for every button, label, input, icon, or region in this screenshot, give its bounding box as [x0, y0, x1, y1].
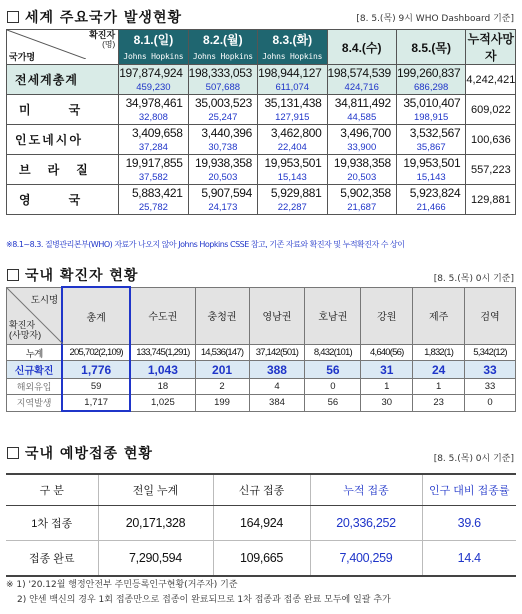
- corner-top: 확진자: [89, 30, 116, 40]
- vaccine-row-label: 1차 접종: [6, 506, 98, 541]
- new-cases-cell: 20,503: [327, 171, 396, 185]
- cumulative-cell: 205,702(2,109): [62, 345, 130, 361]
- imported-cell: 2: [195, 379, 249, 395]
- new-cases-cell: 15,143: [258, 171, 327, 185]
- cumulative-cell: 37,142(501): [249, 345, 305, 361]
- cases-cell: 3,440,396: [188, 125, 257, 142]
- local-cell: 384: [249, 395, 305, 412]
- corner-unit: (명): [102, 40, 116, 49]
- checkbox-square-icon: [7, 269, 19, 281]
- new-cases-cell: 15,143: [396, 171, 465, 185]
- imported-cell: 59: [62, 379, 130, 395]
- imported-cell: 4: [249, 379, 305, 395]
- corner-bottom: 국가명: [9, 52, 36, 62]
- new-cases-cell: 198,915: [396, 111, 465, 125]
- new-cases-cell: 35,867: [396, 141, 465, 155]
- vaccine-header: 구 분: [6, 474, 98, 506]
- vaccine-section-title: 국내 예방접종 현황: [7, 443, 153, 463]
- region-header: 영남권: [249, 287, 305, 345]
- cases-cell: 19,938,358: [327, 155, 396, 172]
- cases-cell: 5,929,881: [258, 185, 327, 202]
- cases-cell: 5,923,824: [396, 185, 465, 202]
- new-vacc-cell: 164,924: [213, 506, 310, 541]
- date-header: 8.4.(수): [327, 30, 396, 65]
- prev-total-cell: 7,290,594: [98, 541, 213, 577]
- cases-cell: 5,902,358: [327, 185, 396, 202]
- new-cases-cell: 44,585: [327, 111, 396, 125]
- new-cases-cell: 25,782: [119, 201, 188, 215]
- local-cell: 23: [413, 395, 465, 412]
- new-cases-cell: 459,230: [119, 81, 188, 95]
- cumulative-cell: 1,832(1): [413, 345, 465, 361]
- cumulative-cell: 133,745(1,291): [130, 345, 195, 361]
- cases-cell: 3,532,567: [396, 125, 465, 142]
- domestic-table: [6, 286, 516, 412]
- new-cases-cell: 37,284: [119, 141, 188, 155]
- imported-cell: 1: [413, 379, 465, 395]
- country-label: 미국: [7, 95, 119, 125]
- cases-cell: 34,978,461: [119, 95, 188, 112]
- new-cases-cell: 24,173: [188, 201, 257, 215]
- cases-cell: 198,333,053: [188, 65, 257, 82]
- new-cases-cell: 21,466: [396, 201, 465, 215]
- cases-cell: 198,944,127: [258, 65, 327, 82]
- checkbox-square-icon: [7, 447, 19, 459]
- new-vacc-cell: 109,665: [213, 541, 310, 577]
- date-header: 8.1.(일): [119, 30, 188, 50]
- new-cases-cell: 127,915: [258, 111, 327, 125]
- deaths-cell: 557,223: [466, 155, 516, 185]
- new-cases-cell: 37,582: [119, 171, 188, 185]
- deaths-cell: 129,881: [466, 185, 516, 215]
- vaccine-header: 신규 접종: [213, 474, 310, 506]
- world-corner-cell: [7, 30, 119, 65]
- deaths-cell: 100,636: [466, 125, 516, 155]
- vaccine-note: 2) 얀센 백신의 경우 1회 접종만으로 접종이 완료되므로 1차 접종과 접종 완료 모두에 일괄 추가: [17, 595, 391, 605]
- deaths-cell: 609,022: [466, 95, 516, 125]
- vaccine-table: [6, 473, 516, 577]
- cases-cell: 35,010,407: [396, 95, 465, 112]
- cases-cell: 19,938,358: [188, 155, 257, 172]
- new-cases-cell: 611,074: [258, 81, 327, 95]
- row-label: 해외유입: [7, 379, 63, 395]
- cases-cell: 5,883,421: [119, 185, 188, 202]
- new-cases-cell: 20,503: [188, 171, 257, 185]
- cumulative-vacc-cell: 20,336,252: [310, 506, 422, 541]
- local-cell: 56: [305, 395, 361, 412]
- vaccine-header: 인구 대비 접종률: [422, 474, 516, 506]
- new-cases-cell: 22,287: [258, 201, 327, 215]
- cumulative-cell: 14,536(147): [195, 345, 249, 361]
- new-cases-cell: 31: [361, 361, 413, 379]
- deaths-header: 누적사망자: [466, 30, 516, 65]
- region-header: 충청권: [195, 287, 249, 345]
- cumulative-cell: 4,640(56): [361, 345, 413, 361]
- imported-cell: 33: [465, 379, 516, 395]
- region-header: 강원: [361, 287, 413, 345]
- local-cell: 0: [465, 395, 516, 412]
- vaccine-header: 누적 접종: [310, 474, 422, 506]
- cases-cell: 3,496,700: [327, 125, 396, 142]
- new-cases-cell: 1,776: [62, 361, 130, 379]
- cases-cell: 197,874,924: [119, 65, 188, 82]
- new-cases-cell: 56: [305, 361, 361, 379]
- new-cases-cell: 30,738: [188, 141, 257, 155]
- row-label: 누계: [7, 345, 63, 361]
- imported-cell: 18: [130, 379, 195, 395]
- imported-cell: 0: [305, 379, 361, 395]
- date-header: 8.2.(월): [188, 30, 257, 50]
- source-label: Johns Hopkins: [188, 50, 257, 65]
- cases-cell: 35,003,523: [188, 95, 257, 112]
- new-cases-cell: 24: [413, 361, 465, 379]
- region-header: 호남권: [305, 287, 361, 345]
- cumulative-vacc-cell: 7,400,259: [310, 541, 422, 577]
- vacc-rate-cell: 14.4: [422, 541, 516, 577]
- cases-cell: 5,907,594: [188, 185, 257, 202]
- new-cases-cell: 33,900: [327, 141, 396, 155]
- world-section-title: 세계 주요국가 발생현황: [7, 7, 182, 27]
- country-label: 영국: [7, 185, 119, 215]
- domestic-stamp: [8. 5.(목) 0시 기준]: [433, 274, 514, 284]
- vaccine-header: 전일 누계: [98, 474, 213, 506]
- local-cell: 30: [361, 395, 413, 412]
- country-label: 인도네시아: [7, 125, 119, 155]
- imported-cell: 1: [361, 379, 413, 395]
- cases-cell: 19,953,501: [258, 155, 327, 172]
- vacc-rate-cell: 39.6: [422, 506, 516, 541]
- new-cases-cell: 22,404: [258, 141, 327, 155]
- new-cases-cell: 33: [465, 361, 516, 379]
- prev-total-cell: 20,171,328: [98, 506, 213, 541]
- country-label: 브라질: [7, 155, 119, 185]
- cases-cell: 198,574,539: [327, 65, 396, 82]
- new-cases-cell: 201: [195, 361, 249, 379]
- new-cases-cell: 686,298: [396, 81, 465, 95]
- cases-cell: 3,462,800: [258, 125, 327, 142]
- cases-cell: 34,811,492: [327, 95, 396, 112]
- cases-cell: 19,953,501: [396, 155, 465, 172]
- vaccine-stamp: [8. 5.(목) 0시 기준]: [433, 454, 514, 464]
- world-table: [6, 29, 516, 215]
- row-label: 신규확진: [7, 361, 63, 379]
- corner-bottom: 확진자 (사망자): [9, 320, 42, 340]
- new-cases-cell: 424,716: [327, 81, 396, 95]
- region-header: 수도권: [130, 287, 195, 345]
- date-header: 8.3.(화): [258, 30, 327, 50]
- world-stamp: [8. 5.(목) 9시 WHO Dashboard 기준]: [356, 14, 514, 24]
- deaths-cell: 4,242,421: [466, 65, 516, 95]
- corner-top: 도시명: [30, 294, 59, 306]
- world-footnote: ※8.1~8.3. 질병관리본부(WHO) 자료가 나오지 않아 Johns Hopkins CSSE 참고, 기존 자료와 확진자 및 누적확진자 수 상이: [6, 240, 405, 249]
- region-header: 제주: [413, 287, 465, 345]
- cumulative-cell: 5,342(12): [465, 345, 516, 361]
- cases-cell: 19,917,855: [119, 155, 188, 172]
- cases-cell: 199,260,837: [396, 65, 465, 82]
- local-cell: 1,717: [62, 395, 130, 412]
- checkbox-square-icon: [7, 11, 19, 23]
- new-cases-cell: 1,043: [130, 361, 195, 379]
- vaccine-note: ※ 1) '20.12월 행정안전부 주민등록인구현황(거주자) 기준: [6, 580, 238, 590]
- cases-cell: 35,131,438: [258, 95, 327, 112]
- cases-cell: 3,409,658: [119, 125, 188, 142]
- source-label: Johns Hopkins: [119, 50, 188, 65]
- local-cell: 1,025: [130, 395, 195, 412]
- date-header: 8.5.(목): [396, 30, 465, 65]
- cumulative-cell: 8,432(101): [305, 345, 361, 361]
- new-cases-cell: 25,247: [188, 111, 257, 125]
- row-label: 지역발생: [7, 395, 63, 412]
- region-header: 검역: [465, 287, 516, 345]
- region-header: 총계: [62, 287, 130, 345]
- new-cases-cell: 388: [249, 361, 305, 379]
- domestic-section-title: 국내 확진자 현황: [7, 265, 138, 285]
- new-cases-cell: 21,687: [327, 201, 396, 215]
- new-cases-cell: 507,688: [188, 81, 257, 95]
- local-cell: 199: [195, 395, 249, 412]
- new-cases-cell: 32,808: [119, 111, 188, 125]
- domestic-corner-cell: [7, 287, 63, 345]
- source-label: Johns Hopkins: [258, 50, 327, 65]
- country-label: 전세계총계: [7, 65, 119, 95]
- vaccine-row-label: 접종 완료: [6, 541, 98, 577]
